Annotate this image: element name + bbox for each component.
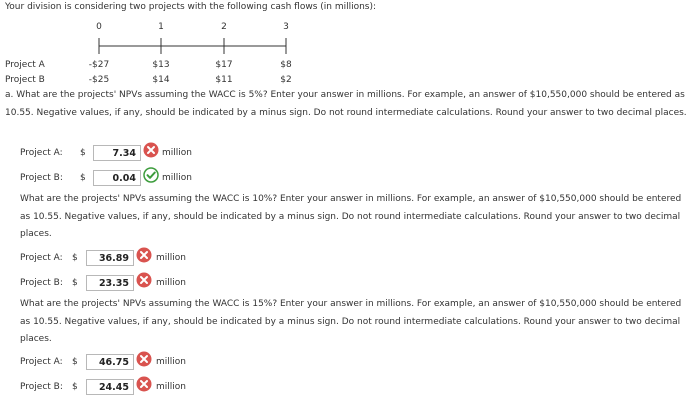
cash-flow-cell: $14 — [152, 75, 170, 85]
project-a-row-label: Project A — [5, 60, 45, 70]
unit-label: million — [156, 357, 186, 367]
answer-label: Project A: — [20, 148, 63, 158]
npv-a-5-input[interactable]: 7.34 — [93, 145, 141, 161]
cash-flow-cell: -$25 — [88, 75, 110, 85]
answer-label: Project A: — [20, 357, 63, 367]
answer-label: Project B: — [20, 382, 63, 392]
project-b-row-label: Project B — [5, 75, 45, 85]
question-wacc-5: a. What are the projects' NPVs assuming the WACC is 5%? Enter your answer in millions. For example, an answer of $10,550,000 should be entered as 10.55. Negative values, if any, should be indicated by a minus sign. Do not round intermediate calculations. Round your answer to two decimal places. — [5, 90, 687, 118]
x-circle-icon — [143, 142, 159, 158]
x-circle-icon — [136, 351, 152, 367]
cash-flow-cell: $13 — [152, 60, 170, 70]
x-circle-icon — [136, 247, 152, 263]
question-wacc-10: What are the projects' NPVs assuming the WACC is 10%? Enter your answer in millions. For example, an answer of $10,550,000 should be entered as 10.55. Negative values, if any, should be indicated by a minus sign. Do not round intermediate calculations. Round your answer to two decimal places. — [20, 194, 682, 239]
unit-label: million — [156, 382, 186, 392]
unit-label: million — [162, 148, 192, 158]
timeline-axis — [0, 0, 700, 60]
period-label: 0 — [96, 22, 102, 32]
npv-a-15-input[interactable]: 46.75 — [86, 354, 134, 370]
cash-flow-cell: $2 — [280, 75, 292, 85]
answer-label: Project B: — [20, 278, 63, 288]
unit-label: million — [156, 253, 186, 263]
question-wacc-15: What are the projects' NPVs assuming the WACC is 15%? Enter your answer in millions. For example, an answer of $10,550,000 should be entered as 10.55. Negative values, if any, should be indicated by a minus sign. Do not round intermediate calculations. Round your answer to two decimal places. — [20, 299, 682, 344]
unit-label: million — [156, 278, 186, 288]
currency-symbol: $ — [72, 278, 78, 288]
npv-a-10-input[interactable]: 36.89 — [86, 250, 134, 266]
x-circle-icon — [136, 376, 152, 392]
period-label: 3 — [283, 22, 289, 32]
period-label: 2 — [221, 22, 227, 32]
npv-b-10-input[interactable]: 23.35 — [86, 275, 134, 291]
currency-symbol: $ — [72, 382, 78, 392]
cash-flow-cell: $8 — [280, 60, 292, 70]
answer-label: Project A: — [20, 253, 63, 263]
unit-label: million — [162, 173, 192, 183]
npv-b-5-input[interactable]: 0.04 — [93, 170, 141, 186]
answer-label: Project B: — [20, 173, 63, 183]
intro-text: Your division is considering two projects with the following cash flows (in millions): — [5, 2, 377, 12]
cash-flow-cell: -$27 — [88, 60, 110, 70]
cash-flow-cell: $11 — [215, 75, 233, 85]
currency-symbol: $ — [72, 253, 78, 263]
currency-symbol: $ — [80, 148, 86, 158]
currency-symbol: $ — [80, 173, 86, 183]
cash-flow-cell: $17 — [215, 60, 233, 70]
x-circle-icon — [136, 272, 152, 288]
period-label: 1 — [158, 22, 164, 32]
currency-symbol: $ — [72, 357, 78, 367]
check-circle-icon — [143, 167, 159, 183]
npv-b-15-input[interactable]: 24.45 — [86, 379, 134, 395]
